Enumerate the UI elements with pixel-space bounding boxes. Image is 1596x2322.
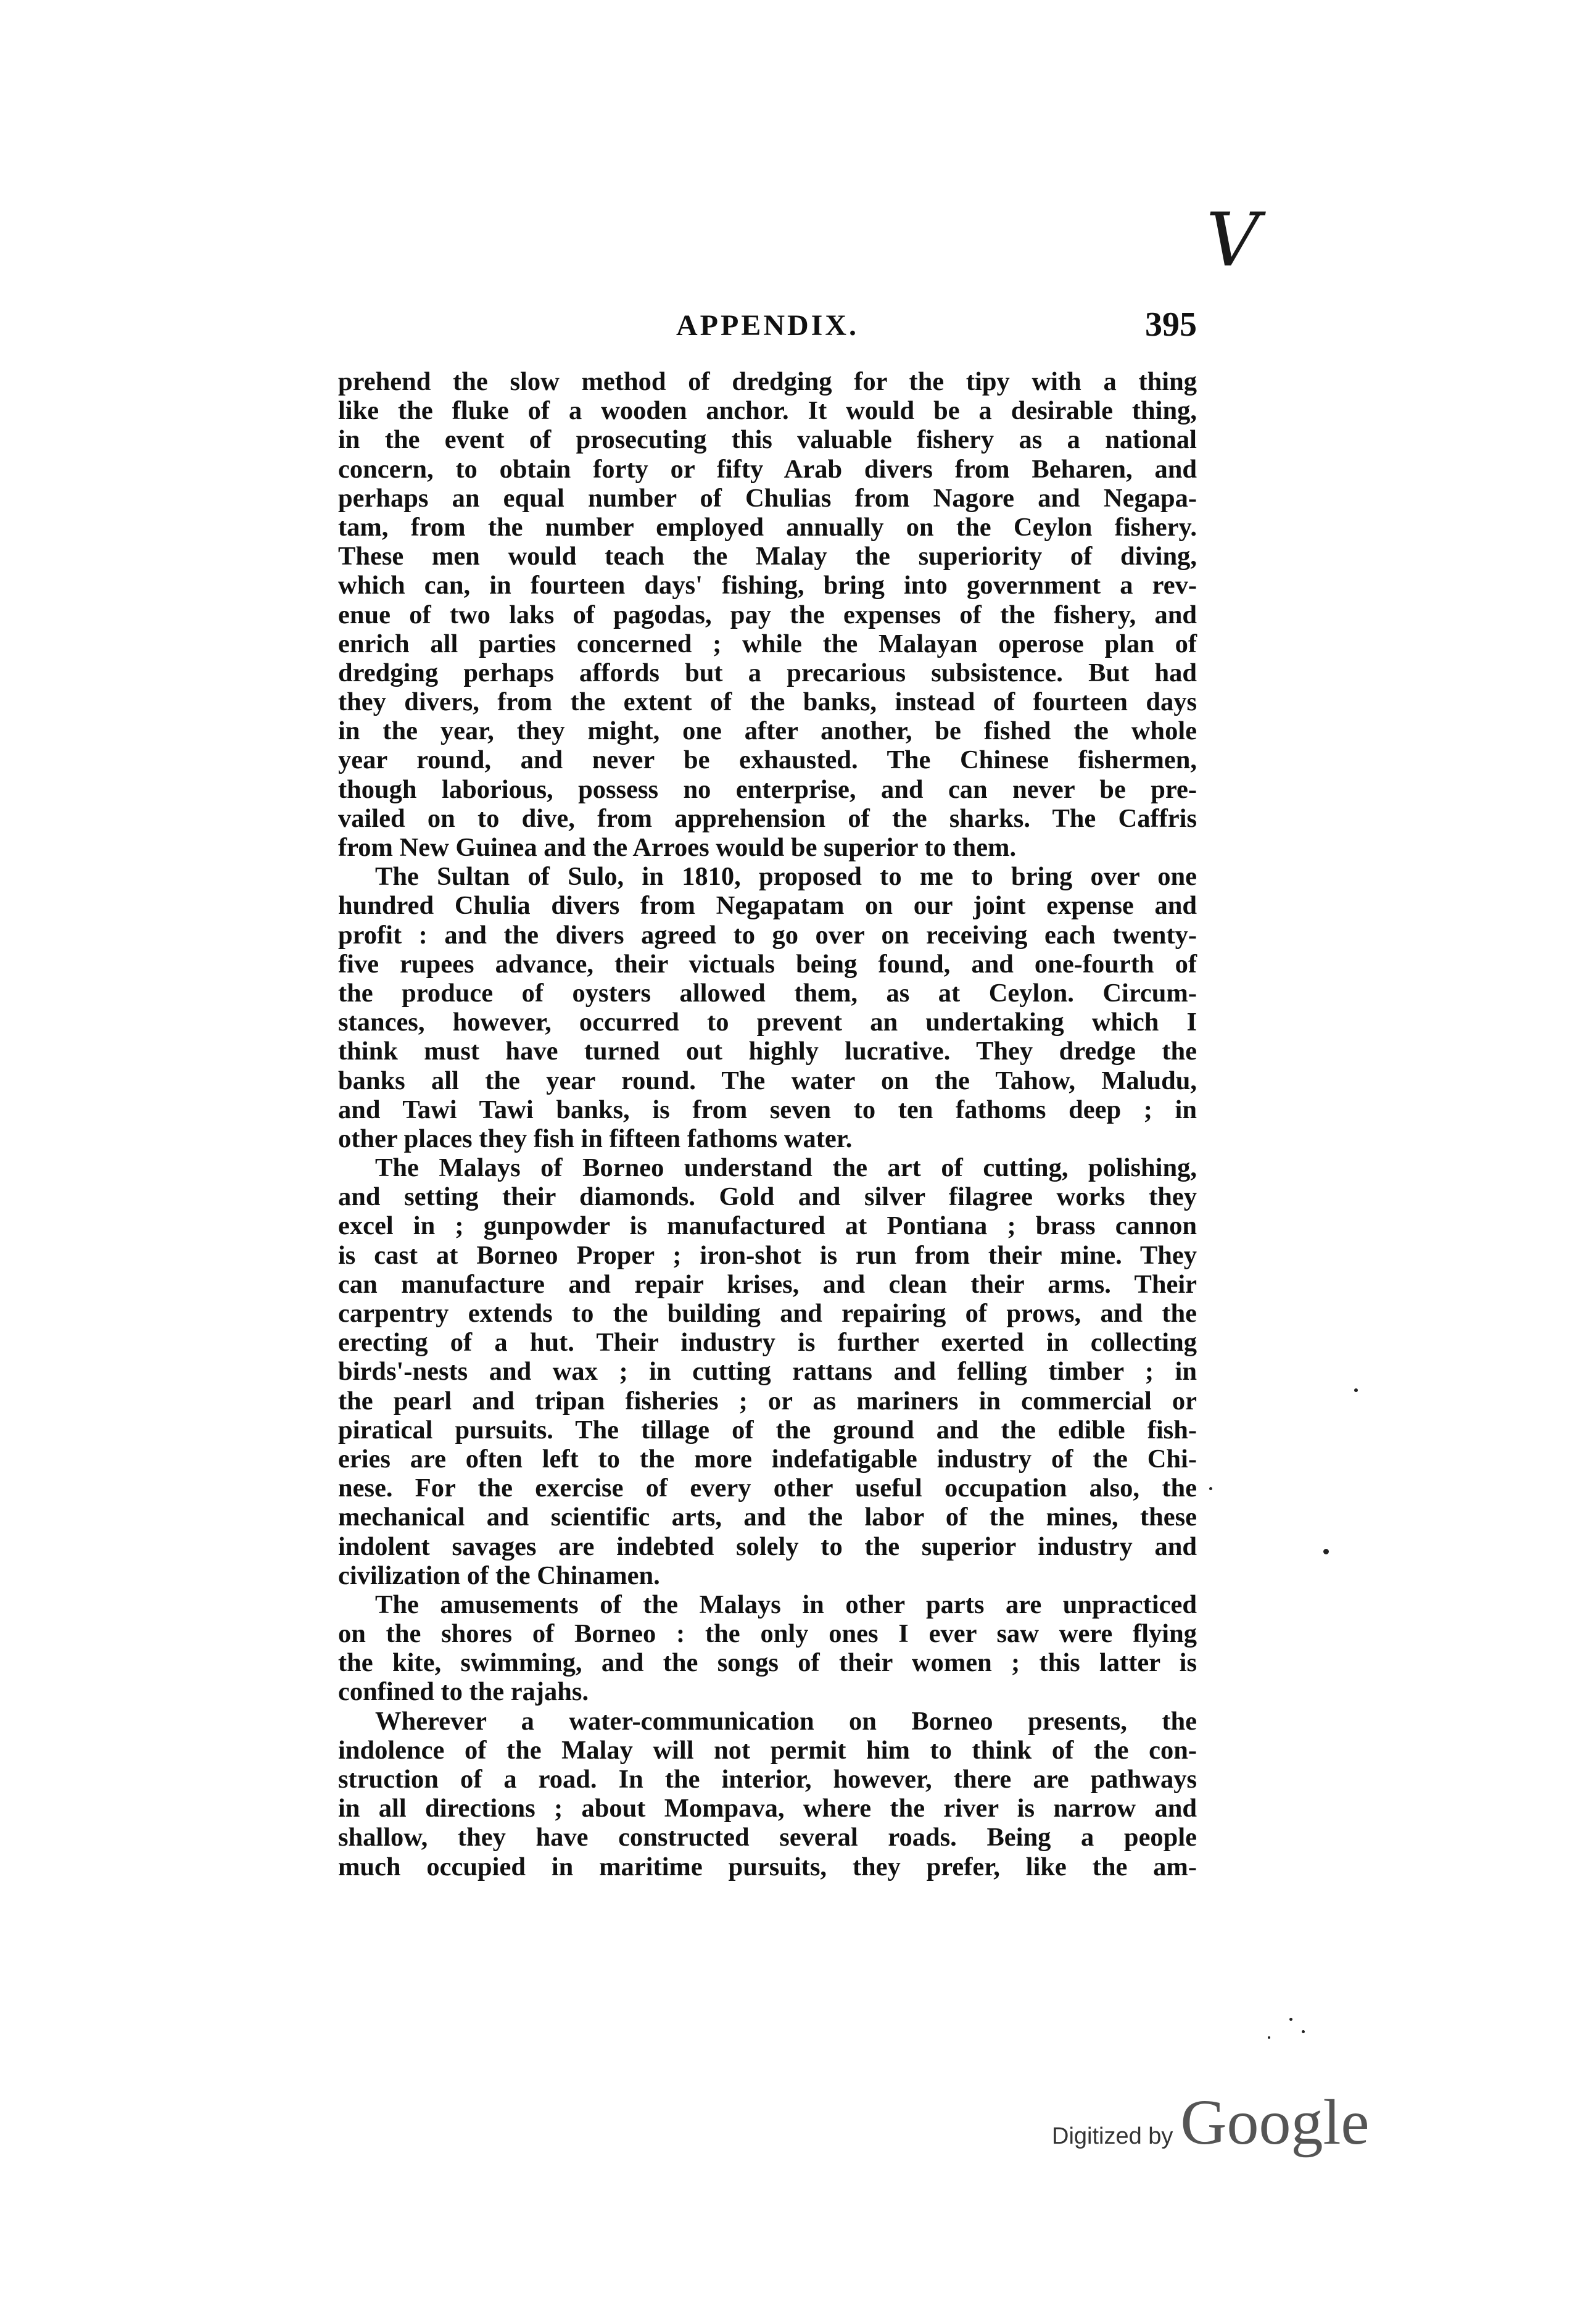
text-line: The Sultan of Sulo, in 1810, proposed to me to bring over one bbox=[375, 862, 1197, 892]
text-line: dredging perhaps affords but a precarious subsistence. But had bbox=[338, 658, 1197, 687]
google-logo: Google bbox=[1180, 2087, 1370, 2158]
text-line: the pearl and tripan fisheries ; or as mariners in commercial or bbox=[338, 1386, 1197, 1416]
text-line: nese. For the exercise of every other useful occupation also, the bbox=[338, 1474, 1197, 1503]
digitized-watermark bbox=[1052, 2086, 1370, 2158]
digitized-by-label: Digitized by bbox=[1052, 2123, 1173, 2149]
text-line: mechanical and scientific arts, and the labor of the mines, these bbox=[338, 1503, 1197, 1532]
scan-speck bbox=[1354, 1388, 1358, 1392]
text-line: indolence of the Malay will not permit him to think of the con- bbox=[338, 1735, 1197, 1765]
text-line: enue of two laks of pagodas, pay the expenses of the fishery, and bbox=[338, 600, 1197, 629]
check-mark: V bbox=[1206, 197, 1260, 283]
text-line: can manufacture and repair krises, and clean their arms. Their bbox=[338, 1269, 1197, 1299]
text-line: hundred Chulia divers from Negapatam on our joint expense and bbox=[338, 891, 1197, 921]
text-line: on the shores of Borneo : the only ones I ever saw were flying bbox=[338, 1619, 1197, 1649]
text-line: indolent savages are indebted solely to the superior industry and bbox=[338, 1532, 1197, 1561]
text-line: carpentry extends to the building and repairing of prows, and the bbox=[338, 1299, 1197, 1328]
text-line: erecting of a hut. Their industry is further exerted in collecting bbox=[338, 1328, 1197, 1358]
text-line: year round, and never be exhausted. The Chinese fishermen, bbox=[338, 745, 1197, 775]
text-line: struction of a road. In the interior, however, there are pathways bbox=[338, 1765, 1197, 1794]
text-line: in the year, they might, one after another, be fished the whole bbox=[338, 716, 1197, 746]
text-line: birds'-nests and wax ; in cutting rattans and felling timber ; in bbox=[338, 1357, 1197, 1387]
text-line: vailed on to dive, from apprehension of the sharks. The Caffris bbox=[338, 803, 1197, 833]
text-line: The Malays of Borneo understand the art of cutting, polishing, bbox=[375, 1153, 1197, 1183]
text-line: banks all the year round. The water on the Tahow, Maludu, bbox=[338, 1066, 1197, 1095]
scan-speck bbox=[1323, 1549, 1329, 1554]
text-line: think must have turned out highly lucrative. They dredge the bbox=[338, 1037, 1197, 1066]
scan-speck bbox=[1209, 1487, 1212, 1490]
text-line: though laborious, possess no enterprise, and can never be pre- bbox=[338, 774, 1197, 804]
text-line: other places they fish in fifteen fathoms water. bbox=[338, 1124, 853, 1153]
page-number: 395 bbox=[1145, 305, 1197, 344]
text-line: five rupees advance, their victuals being found, and one-fourth of bbox=[338, 949, 1197, 979]
text-line: eries are often left to the more indefatigable industry of the Chi- bbox=[338, 1444, 1197, 1474]
scan-speck bbox=[1268, 2036, 1270, 2039]
scan-speck bbox=[1302, 2030, 1305, 2033]
text-line: The amusements of the Malays in other parts are unpracticed bbox=[375, 1590, 1197, 1619]
text-line: the produce of oysters allowed them, as at Ceylon. Circum- bbox=[338, 978, 1197, 1008]
text-line: stances, however, occurred to prevent an undertaking which I bbox=[338, 1008, 1197, 1037]
scan-speck bbox=[1289, 2018, 1292, 2021]
text-line: Wherever a water-communication on Borneo presents, the bbox=[375, 1706, 1197, 1736]
text-line: These men would teach the Malay the superiority of diving, bbox=[338, 542, 1197, 571]
running-head bbox=[338, 305, 1197, 346]
text-line: prehend the slow method of dredging for the tipy with a thing bbox=[338, 367, 1197, 396]
text-line: and setting their diamonds. Gold and silver filagree works they bbox=[338, 1182, 1197, 1212]
text-line: tam, from the number employed annually on the Ceylon fishery. bbox=[338, 512, 1197, 542]
text-line: excel in ; gunpowder is manufactured at Pontiana ; brass cannon bbox=[338, 1211, 1197, 1241]
text-line: much occupied in maritime pursuits, they prefer, like the am- bbox=[338, 1852, 1197, 1881]
text-line: the kite, swimming, and the songs of their women ; this latter is bbox=[338, 1648, 1197, 1678]
text-line: and Tawi Tawi banks, is from seven to ten fathoms deep ; in bbox=[338, 1095, 1197, 1124]
text-line: confined to the rajahs. bbox=[338, 1677, 589, 1707]
text-line: in all directions ; about Mompava, where the river is narrow and bbox=[338, 1794, 1197, 1823]
text-line: from New Guinea and the Arroes would be superior to them. bbox=[338, 833, 1017, 862]
text-line: enrich all parties concerned ; while the Malayan operose plan of bbox=[338, 629, 1197, 658]
text-line: which can, in fourteen days' fishing, bring into government a rev- bbox=[338, 571, 1197, 600]
text-line: is cast at Borneo Proper ; iron-shot is run from their mine. They bbox=[338, 1240, 1197, 1270]
text-line: profit : and the divers agreed to go over on receiving each twenty- bbox=[338, 920, 1197, 950]
text-line: they divers, from the extent of the banks, instead of fourteen days bbox=[338, 687, 1197, 717]
text-line: piratical pursuits. The tillage of the ground and the edible fish- bbox=[338, 1415, 1197, 1445]
text-line: shallow, they have constructed several roads. Being a people bbox=[338, 1823, 1197, 1852]
text-line: in the event of prosecuting this valuable fishery as a national bbox=[338, 425, 1197, 455]
text-line: perhaps an equal number of Chulias from Nagore and Negapa- bbox=[338, 483, 1197, 513]
text-line: concern, to obtain forty or fifty Arab divers from Beharen, and bbox=[338, 454, 1197, 484]
running-title: APPENDIX. bbox=[676, 309, 859, 342]
text-line: civilization of the Chinamen. bbox=[338, 1561, 660, 1590]
text-line: like the fluke of a wooden anchor. It would be a desirable thing, bbox=[338, 396, 1197, 426]
body-text bbox=[338, 367, 1197, 1881]
